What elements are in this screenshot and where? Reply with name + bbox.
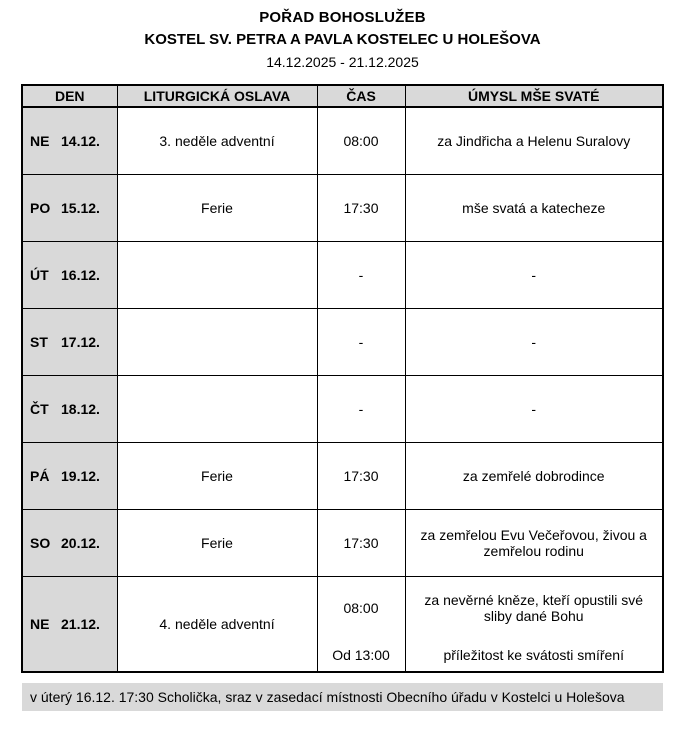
- day-cell: [22, 442, 117, 509]
- time-cell: -: [317, 241, 405, 308]
- celebration-cell: [117, 375, 317, 442]
- day-abbrev: ČT: [30, 400, 49, 417]
- time-cell: 08:00: [317, 107, 405, 174]
- table-row: [22, 509, 663, 576]
- day-cell: [22, 107, 117, 174]
- day-date: 16.12.: [61, 266, 100, 283]
- day-date: 14.12.: [61, 132, 100, 149]
- day-cell: [22, 375, 117, 442]
- date-range: 14.12.2025 - 21.12.2025: [266, 54, 419, 70]
- intention-cell: za zemřelou Evu Večeřovou, živou a zemřelou rodinu: [405, 509, 663, 576]
- column-header: LITURGICKÁ OSLAVA: [117, 85, 317, 107]
- day-abbrev: PÁ: [30, 467, 50, 484]
- day-abbrev: ÚT: [30, 266, 49, 283]
- day-date: 19.12.: [61, 467, 100, 484]
- time-secondary: Od 13:00: [332, 646, 390, 663]
- column-header: DEN: [22, 85, 117, 107]
- day-abbrev: NE: [30, 615, 50, 632]
- table-row: [22, 107, 663, 174]
- day-abbrev: NE: [30, 132, 50, 149]
- table-row: [22, 241, 663, 308]
- day-date: 17.12.: [61, 333, 100, 350]
- intention-cell: -: [405, 308, 663, 375]
- day-cell: [22, 241, 117, 308]
- intention-cell: mše svatá a katecheze: [405, 174, 663, 241]
- time-cell: 17:30: [317, 442, 405, 509]
- table-row: [22, 442, 663, 509]
- intention-primary: za nevěrné kněze, kteří opustili své sliby dané Bohu: [424, 591, 644, 624]
- table-row: [22, 174, 663, 241]
- day-abbrev: ST: [30, 333, 48, 350]
- day-abbrev: SO: [30, 534, 51, 551]
- intention-cell: -: [405, 241, 663, 308]
- day-date: 21.12.: [61, 615, 100, 632]
- intention-secondary: příležitost ke svátosti smíření: [443, 646, 624, 663]
- celebration-cell: Ferie: [117, 442, 317, 509]
- celebration-cell: Ferie: [117, 174, 317, 241]
- column-header: ÚMYSL MŠE SVATÉ: [405, 85, 663, 107]
- page-subtitle: KOSTEL SV. PETRA A PAVLA KOSTELEC U HOLEŠOVA: [144, 31, 541, 48]
- day-abbrev: PO: [30, 199, 51, 216]
- document-header: [0, 0, 685, 70]
- time-cell: -: [317, 308, 405, 375]
- footer-note: v úterý 16.12. 17:30 Scholička, sraz v zasedací místnosti Obecního úřadu v Kostelci u Holešova: [22, 683, 663, 711]
- time-cell: -: [317, 375, 405, 442]
- day-date: 20.12.: [61, 534, 100, 551]
- time-cell: 17:30: [317, 174, 405, 241]
- intention-cell: -: [405, 375, 663, 442]
- celebration-cell: 4. neděle adventní: [117, 576, 317, 672]
- intention-cell: za zemřelé dobrodince: [405, 442, 663, 509]
- celebration-cell: [117, 241, 317, 308]
- celebration-cell: [117, 308, 317, 375]
- celebration-cell: 3. neděle adventní: [117, 107, 317, 174]
- celebration-cell: Ferie: [117, 509, 317, 576]
- day-cell: [22, 576, 117, 672]
- day-date: 18.12.: [61, 400, 100, 417]
- intention-cell: za Jindřicha a Helenu Suralovy: [405, 107, 663, 174]
- page-title: POŘAD BOHOSLUŽEB: [259, 9, 426, 26]
- column-header: ČAS: [317, 85, 405, 107]
- time-primary: 08:00: [343, 599, 379, 616]
- time-cell: [317, 576, 405, 672]
- time-cell: 17:30: [317, 509, 405, 576]
- intention-cell: [405, 576, 663, 672]
- header-row: [22, 85, 663, 107]
- day-cell: [22, 308, 117, 375]
- table-row: [22, 375, 663, 442]
- table-row: [22, 576, 663, 672]
- table-row: [22, 308, 663, 375]
- day-cell: [22, 174, 117, 241]
- day-cell: [22, 509, 117, 576]
- day-date: 15.12.: [61, 199, 100, 216]
- schedule-table: [21, 84, 664, 673]
